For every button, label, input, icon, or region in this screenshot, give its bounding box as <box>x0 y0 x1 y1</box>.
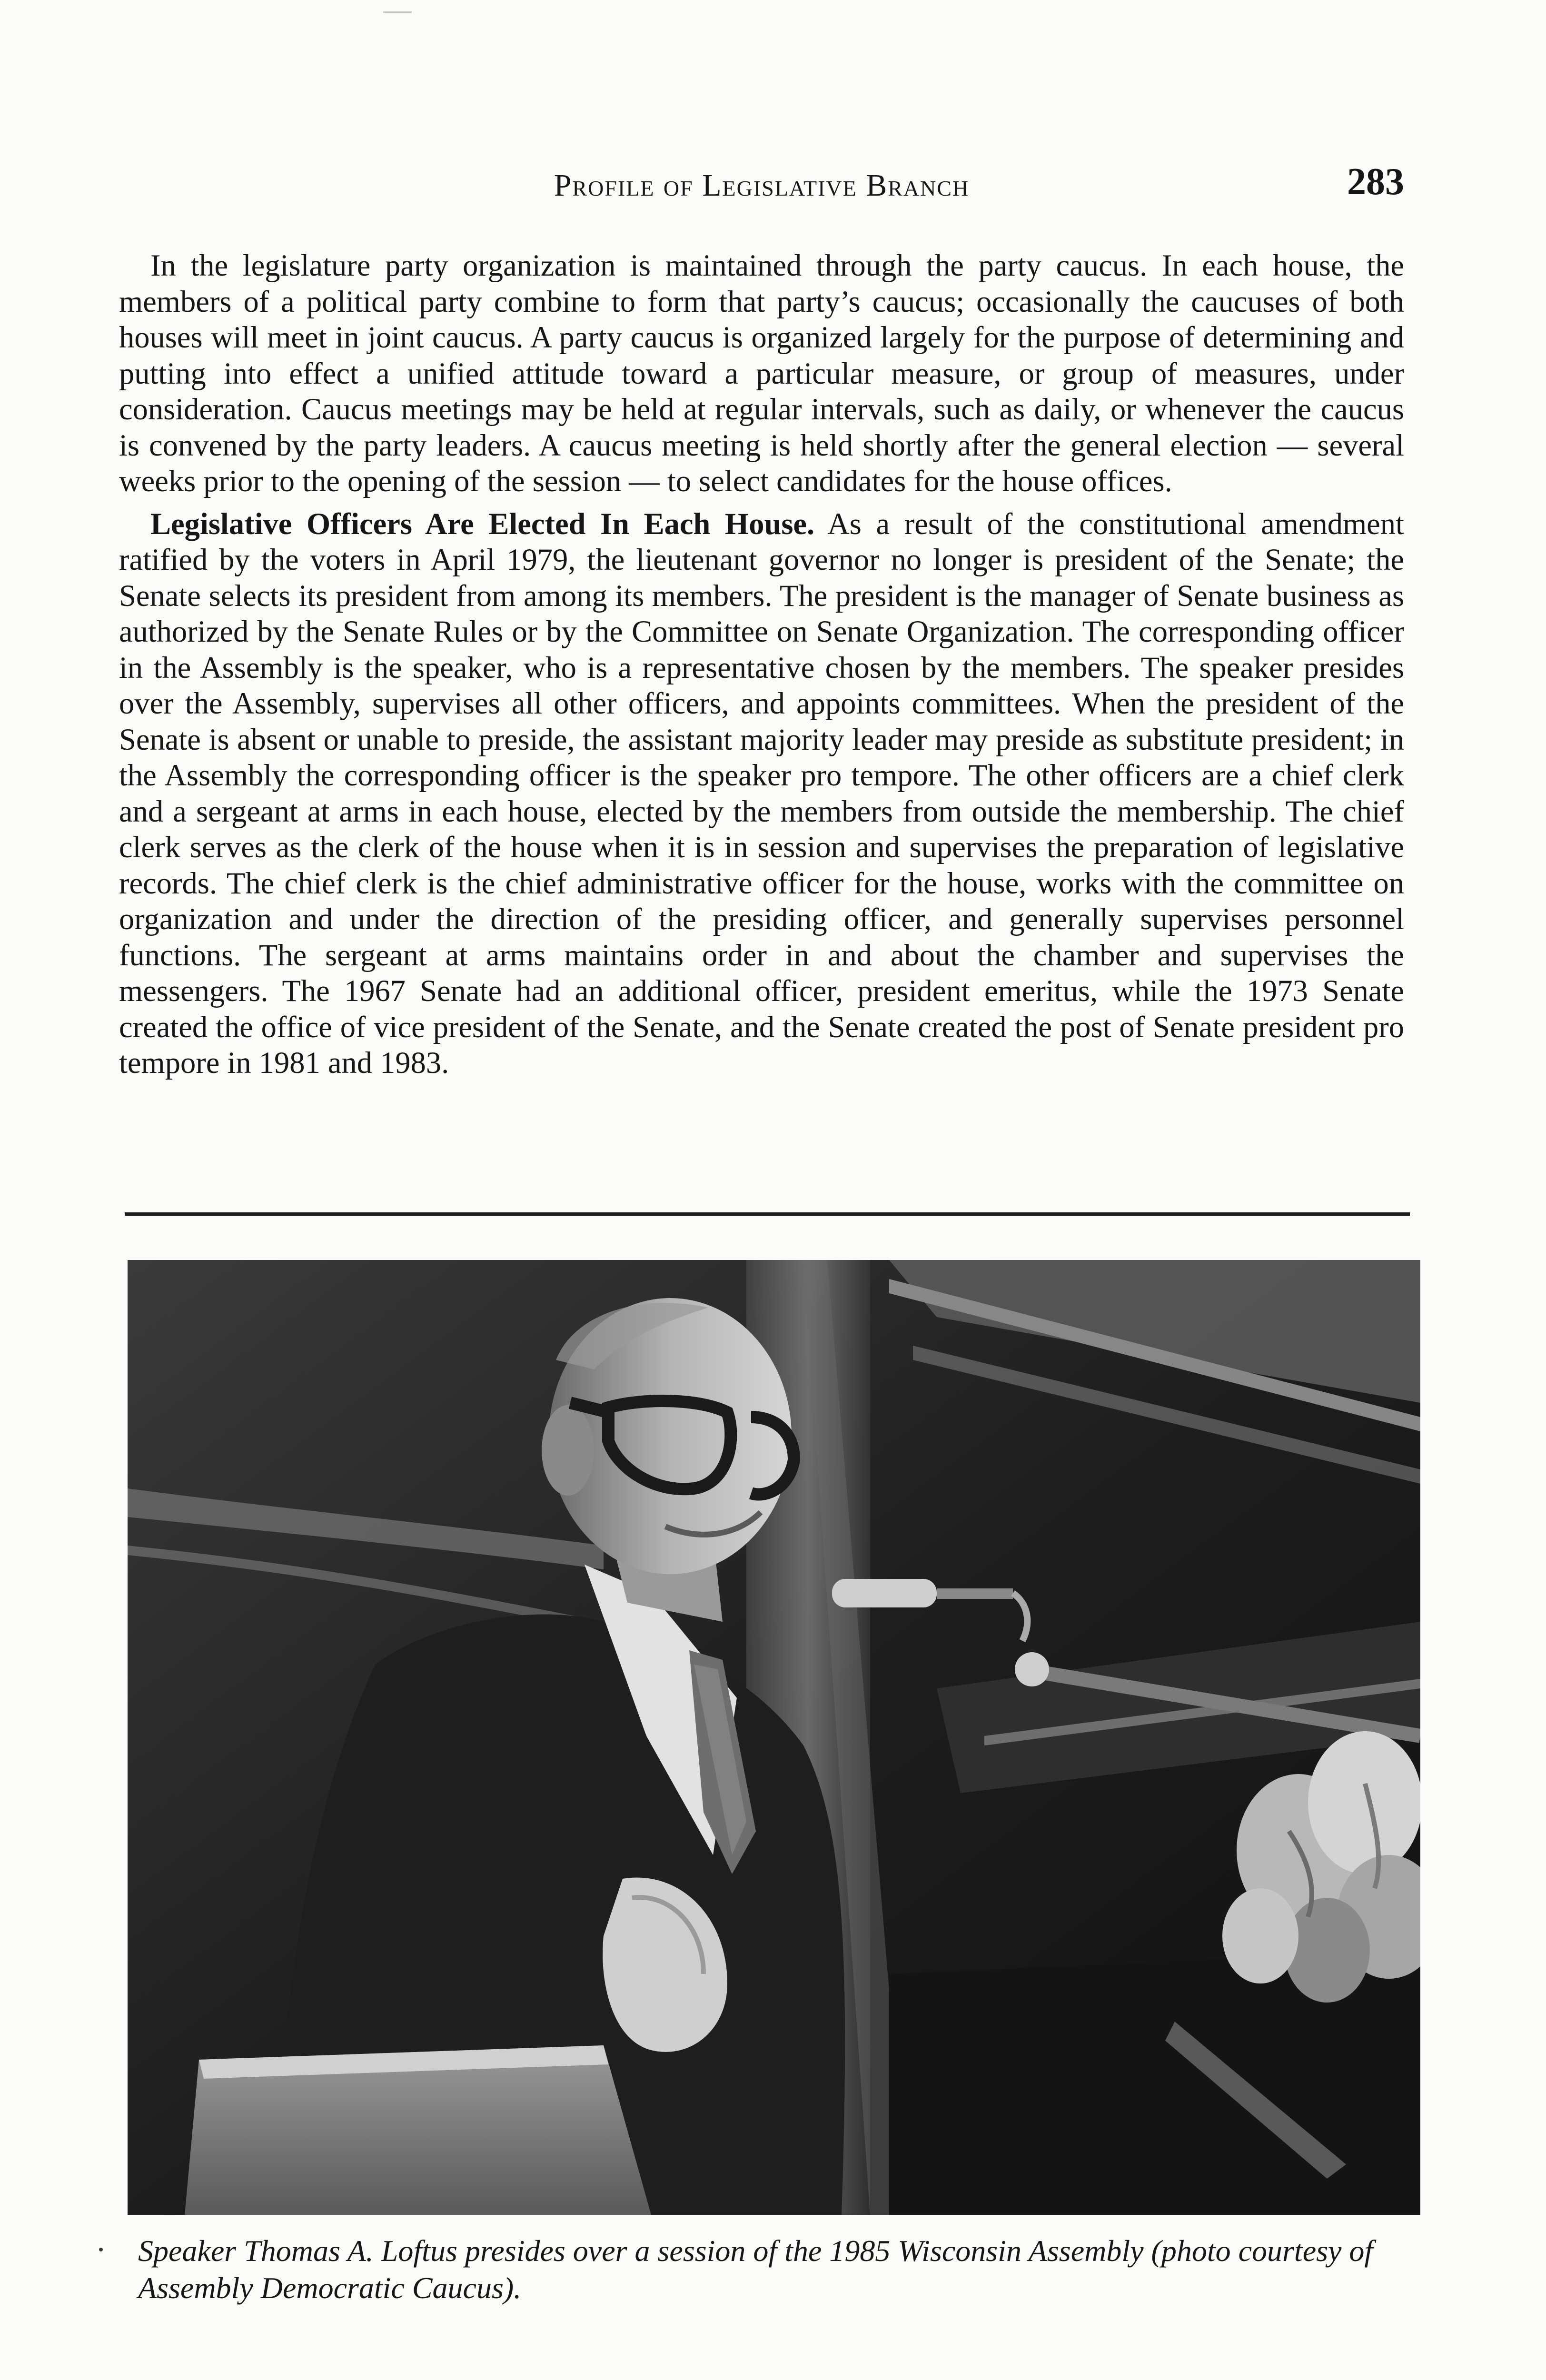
paragraph-party-caucus <box>119 248 1404 499</box>
photo-caption: Speaker Thomas A. Loftus presides over a session of the 1985 Wisconsin Assembly (photo courtesy of Assembly Democratic Caucus). <box>138 2234 1373 2305</box>
running-head <box>119 162 1404 214</box>
scan-speck <box>99 2248 103 2251</box>
paragraph-heading: Legislative Officers Are Elected In Each House. <box>150 506 815 541</box>
scan-mark <box>383 11 412 13</box>
running-title: Profile of Legislative Branch <box>554 168 970 203</box>
page-number: 283 <box>1347 161 1404 203</box>
paragraph-text: As a result of the constitutional amendment ratified by the voters in April 1979, the lieutenant governor no longer is president of the Senate; the Senate selects its president from among its members. The president is the manager of Senate business as authorized by the Senate Rules or by the Committee on Senate Organization. The corresponding officer in the Assembly is the speaker, who is a representative chosen by the members. The speaker presides over the Assembly, supervises all other officers, and appoints committees. When the president of the Senate is absent or unable to preside, the assistant majority leader may preside as substitute president; in the Assembly the corresponding officer is the speaker pro tempore. The other officers are a chief clerk and a sergeant at arms in each house, elected by the members from outside the membership. The chief clerk serves as the clerk of the house when it is in session and supervises the preparation of legislative records. The chief clerk is the chief administrative officer for the house, works with the committee on organization and under the direction of the presiding officer, and generally supervises personnel functions. The sergeant at arms maintains order in and about the chamber and supervises the messengers. The 1967 Senate had an additional officer, president emeritus, while the 1973 Senate created the office of vice president of the Senate, and the Senate created the post of Senate president pro tempore in 1981 and 1983. <box>119 506 1404 1080</box>
horizontal-rule <box>125 1212 1410 1216</box>
paragraph-text: In the legislature party organization is maintained through the party caucus. In each house, the members of a political party combine to form that party’s caucus; occasionally the caucuses of both houses will meet in joint caucus. A party caucus is organized largely for the purpose of determining and putting into effect a unified attitude toward a particular measure, or group of measures, under consideration. Caucus meetings may be held at regular intervals, such as daily, or whenever the caucus is convened by the party leaders. A caucus meeting is held shortly after the general election — several weeks prior to the opening of the session — to select candidates for the house offices. <box>119 248 1404 498</box>
speaker-photo <box>128 1260 1420 2215</box>
body-text <box>119 248 1404 1088</box>
paragraph-legislative-officers <box>119 506 1404 1081</box>
